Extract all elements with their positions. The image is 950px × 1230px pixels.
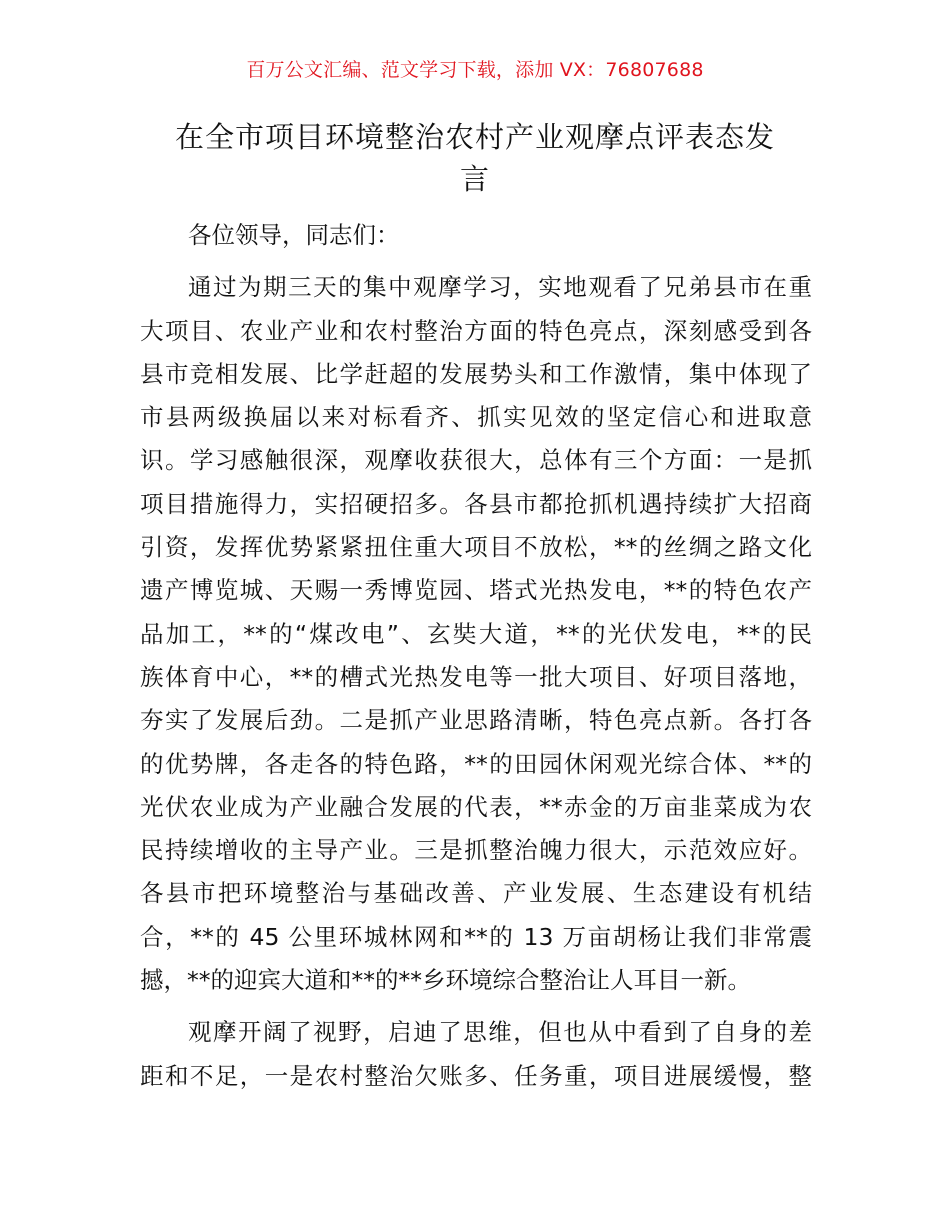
text-line: 撼，**的迎宾大道和**的**乡环境综合整治让人耳目一新。 [140,966,751,995]
text-line: 遗产博览城、天赐一秀博览园、塔式光热发电，**的特色农产 [140,576,812,605]
text-line: 通过为期三天的集中观摩学习，实地观看了兄弟县市在重 [188,273,812,302]
text-line: 品加工，**的“煤改电”、玄奘大道，**的光伏发电，**的民 [140,619,812,648]
text-line: 市县两级换届以来对标看齐、抓实见效的坚定信心和进取意 [140,403,812,432]
paragraph-gap [140,1002,812,1011]
document-body [140,214,812,1098]
text-line: 合，**的 45 公里环城林网和**的 13 万亩胡杨让我们非常震 [140,922,812,951]
text-line: 县市竞相发展、比学赶超的发展势头和工作激情，集中体现了 [140,359,812,388]
paragraph-1 [140,266,812,1002]
text-line: 观摩开阔了视野，启迪了思维，但也从中看到了自身的差 [188,1018,812,1047]
text-line: 引资，发挥优势紧紧扭住重大项目不放松，**的丝绸之路文化 [140,533,812,562]
salutation: 各位领导，同志们： [188,221,400,249]
text-line: 识。学习感触很深，观摩收获很大，总体有三个方面：一是抓 [140,446,812,475]
paragraph-gap [140,257,812,266]
promo-header-note: 百万公文汇编、范文学习下载，添加 VX：76807688 [246,59,704,81]
text-line: 光伏农业成为产业融合发展的代表，**赤金的万亩韭菜成为农 [140,792,812,821]
text-line: 的优势牌，各走各的特色路，**的田园休闲观光综合体、**的 [140,749,812,778]
title-line: 言 [459,162,490,196]
text-line: 夯实了发展后劲。二是抓产业思路清晰，特色亮点新。各打各 [140,706,812,735]
title-line: 在全市项目环境整治农村产业观摩点评表态发 [174,120,775,154]
text-line: 大项目、农业产业和农村整治方面的特色亮点，深刻感受到各 [140,316,812,345]
text-line: 各县市把环境整治与基础改善、产业发展、生态建设有机结 [140,879,812,908]
text-line: 项目措施得力，实招硬招多。各县市都抢抓机遇持续扩大招商 [140,489,812,518]
text-line: 民持续增收的主导产业。三是抓整治魄力很大，示范效应好。 [140,836,812,865]
paragraph-2 [140,1011,812,1098]
document-title [140,116,810,200]
text-line: 族体育中心，**的槽式光热发电等一批大项目、好项目落地， [140,662,812,691]
text-line: 距和不足，一是农村整治欠账多、任务重，项目进展缓慢，整 [140,1061,812,1090]
